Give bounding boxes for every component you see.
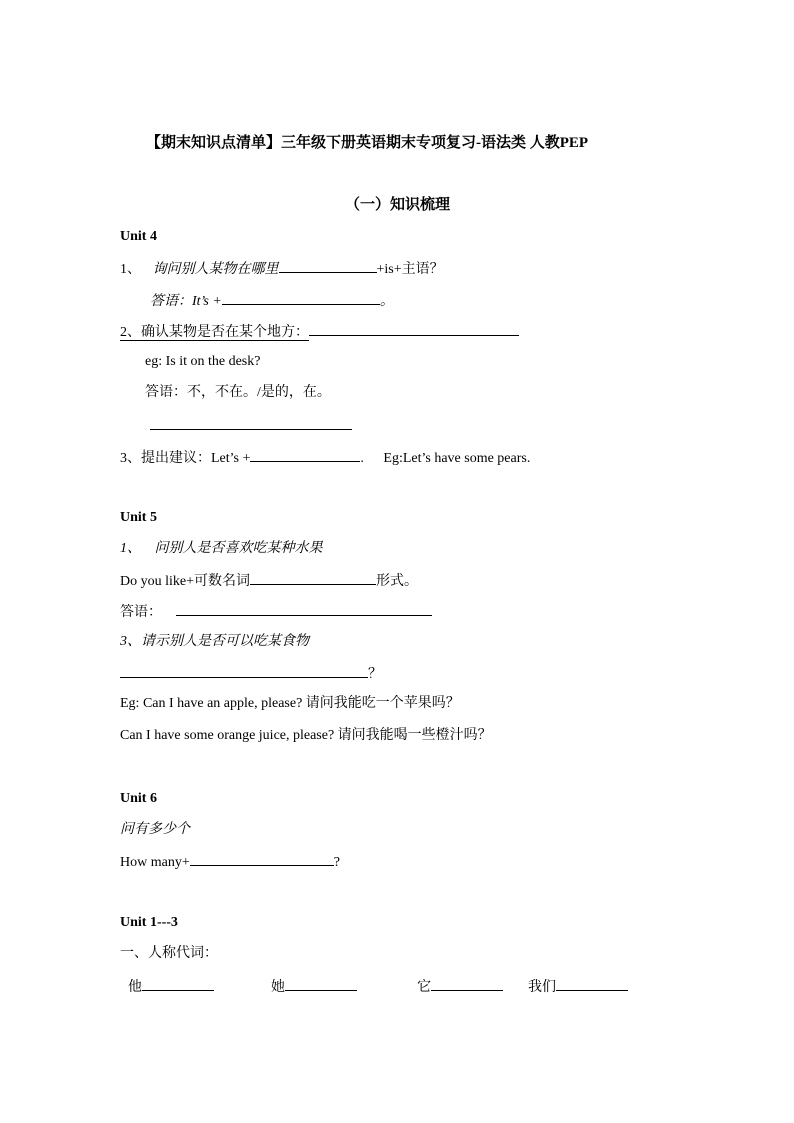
blank[interactable] bbox=[250, 447, 360, 462]
unit13-subtitle: 一、人称代词： bbox=[120, 946, 218, 961]
blank[interactable] bbox=[279, 258, 377, 273]
unit13-heading: Unit 1---3 bbox=[120, 915, 178, 930]
unit4-heading: Unit 4 bbox=[120, 229, 157, 244]
pronoun-she: 她 bbox=[271, 976, 357, 998]
unit5-heading: Unit 5 bbox=[120, 510, 157, 525]
unit5-eg1: Eg: Can I have an apple, please? 请问我能吃一个苹果吗？ bbox=[120, 696, 460, 711]
pronoun-he: 他 bbox=[128, 976, 214, 998]
blank[interactable] bbox=[250, 570, 376, 585]
blank[interactable] bbox=[150, 415, 352, 430]
unit4-answer2: 答语：不，不在。/是的，在。 bbox=[145, 385, 331, 400]
unit4-eg2: eg: Is it on the desk? bbox=[145, 354, 261, 369]
blank[interactable] bbox=[556, 976, 628, 991]
blank[interactable] bbox=[222, 290, 380, 305]
pronoun-we: 我们 bbox=[528, 976, 628, 998]
section-title: （一）知识梳理 bbox=[345, 197, 451, 213]
unit5-item1: 1、 问别人是否喜欢吃某种水果 bbox=[120, 541, 323, 556]
unit5-line1: Do you like+可数名词 形式。 bbox=[120, 570, 418, 592]
document-title: 【期末知识点清单】三年级下册英语期末专项复习-语法类 人教PEP bbox=[146, 135, 589, 151]
blank[interactable] bbox=[190, 851, 334, 866]
unit5-eg2: Can I have some orange juice, please? 请问我能喝一些橙汁吗？ bbox=[120, 728, 492, 743]
unit5-item3-blank: ？ bbox=[120, 663, 382, 685]
blank[interactable] bbox=[120, 663, 368, 678]
blank[interactable] bbox=[142, 976, 214, 991]
unit4-answer1: 答语：It’s + 。 bbox=[150, 290, 394, 312]
blank[interactable] bbox=[176, 601, 432, 616]
unit6-heading: Unit 6 bbox=[120, 791, 157, 806]
blank[interactable] bbox=[309, 321, 519, 336]
unit6-line: How many+ ? bbox=[120, 851, 340, 873]
unit4-item2: 2、确认某物是否在某个地方： bbox=[120, 321, 519, 343]
unit4-item1: 1、 询问别人某物在哪里 +is+主语？ bbox=[120, 258, 444, 280]
pronoun-it: 它 bbox=[417, 976, 503, 998]
unit5-answer: 答语： bbox=[120, 601, 432, 623]
unit4-item3: 3、提出建议：Let’s + . Eg:Let’s have some pears. bbox=[120, 447, 530, 469]
blank[interactable] bbox=[285, 976, 357, 991]
blank[interactable] bbox=[431, 976, 503, 991]
unit4-answer2-blank bbox=[150, 415, 352, 437]
unit5-item3: 3、请示别人是否可以吃某食物 bbox=[120, 634, 309, 649]
unit6-subtitle: 问有多少个 bbox=[120, 822, 190, 837]
